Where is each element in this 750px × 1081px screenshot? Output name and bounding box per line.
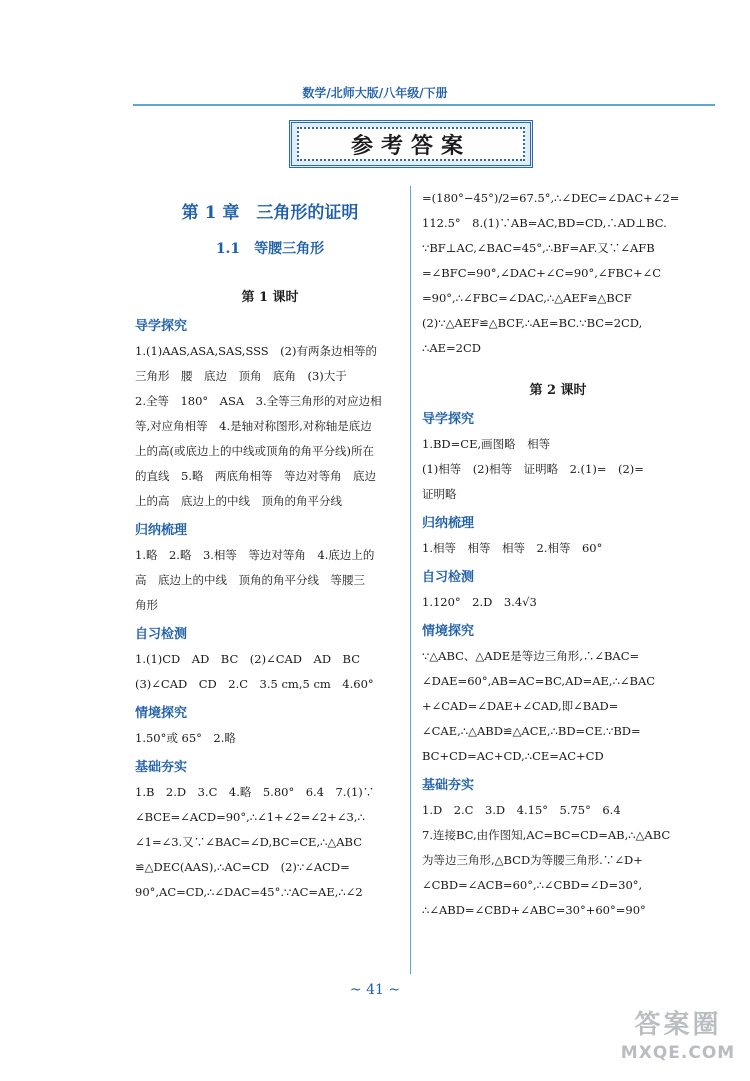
running-header: 数学/北师大版/八年级/下册 — [302, 86, 448, 100]
text-line: ∠BCE=∠ACD=90°,∴∠1+∠2=∠2+∠3,∴ — [135, 810, 365, 824]
text-line: 1.(1)CD AD BC (2)∠CAD AD BC — [135, 652, 361, 666]
watermark-logo-text: 答案圈 — [634, 1010, 722, 1040]
block-heading: 情境探究 — [135, 706, 188, 721]
text-line: ≌△DEC(AAS),∴AC=CD (2)∵∠ACD= — [135, 860, 350, 874]
text-line: ∠1=∠3.又∵∠BAC=∠D,BC=CE,∴△ABC — [135, 835, 363, 849]
text-line: ∵BF⊥AC,∠BAC=45°,∴BF=AF.又∵∠AFB — [422, 241, 655, 255]
text-line: =90°,∴∠FBC=∠DAC,∴△AEF≌△BCF — [422, 291, 632, 305]
text-line: 1.D 2.C 3.D 4.15° 5.75° 6.4 — [422, 803, 621, 817]
lesson-title: 第 1 课时 — [241, 290, 299, 305]
block-heading: 导学探究 — [135, 319, 188, 334]
answer-title-box — [289, 120, 533, 168]
watermark-logo — [618, 1008, 738, 1074]
text-line: 1.50°或 65° 2.略 — [135, 731, 236, 745]
lesson-title: 第 2 课时 — [529, 383, 587, 398]
block-scenario — [422, 619, 694, 769]
text-line: =(180°−45°)/2=67.5°,∴∠DEC=∠DAC+∠2= — [422, 191, 680, 205]
text-line: +∠CAD=∠DAE+∠CAD,即∠BAD= — [422, 699, 619, 713]
column-divider — [410, 186, 411, 974]
text-line: ∠CAE,∴△ABD≌△ACE,∴BD=CE.∵BD= — [422, 724, 641, 738]
text-line: 1.相等 相等 相等 2.相等 60° — [422, 541, 603, 555]
block-heading: 自习检测 — [422, 570, 475, 585]
text-line: =∠BFC=90°,∠DAC+∠C=90°,∠FBC+∠C — [422, 266, 662, 280]
text-line: 证明略 — [422, 487, 457, 501]
block-heading: 基础夯实 — [135, 760, 188, 775]
text-line: 1.略 2.略 3.相等 等边对等角 4.底边上的 — [135, 548, 375, 562]
block-heading: 归纳梳理 — [422, 516, 475, 531]
text-line: (3)∠CAD CD 2.C 3.5 cm,5 cm 4.60° — [135, 677, 374, 691]
block-self-check — [135, 622, 405, 697]
text-line: 90°,AC=CD,∴∠DAC=45°.∵AC=AE,∴∠2 — [135, 885, 363, 899]
watermark-url: MXQE.COM — [620, 1043, 736, 1063]
text-line: ∠CBD=∠ACB=60°,∴∠CBD=∠D=30°, — [422, 878, 643, 892]
section-title: 1.1 等腰三角形 — [215, 241, 325, 257]
text-line: 2.全等 180° ASA 3.全等三角形的对应边相 — [135, 394, 382, 408]
block-summary — [135, 518, 405, 618]
text-line: 等,对应角相等 4.是轴对称图形,对称轴是底边 — [135, 419, 372, 433]
text-line: 三角形 腰 底边 顶角 底角 (3)大于 — [135, 369, 347, 383]
text-line: 上的高 底边上的中线 顶角的角平分线 — [135, 494, 342, 508]
block-summary — [422, 511, 694, 561]
right-column — [422, 186, 694, 923]
text-line: ∠DAE=60°,AB=AC=BC,AD=AE,∴∠BAC — [422, 674, 656, 688]
header-rule — [133, 104, 715, 106]
block-guided-inquiry — [422, 407, 694, 507]
block-self-check — [422, 565, 694, 615]
text-line: 高 底边上的中线 顶角的角平分线 等腰三 — [135, 573, 365, 587]
text-line: ∴AE=2CD — [422, 341, 481, 355]
text-line: BC+CD=AC+CD,∴CE=AC+CD — [422, 749, 604, 763]
text-line: 1.BD=CE,画图略 相等 — [422, 437, 551, 451]
text-line: (2)∵△AEF≌△BCF,∴AE=BC.∵BC=2CD, — [422, 316, 643, 330]
text-line: 112.5° 8.(1)∵AB=AC,BD=CD,∴AD⊥BC. — [422, 216, 667, 230]
block-guided-inquiry — [135, 314, 405, 514]
block-heading: 情境探究 — [422, 624, 475, 639]
text-line: 为等边三角形,△BCD为等腰三角形.∵∠D+ — [422, 853, 643, 867]
answer-title: 参考答案 — [297, 127, 525, 161]
text-line: 7.连接BC,由作图知,AC=BC=CD=AB,∴△ABC — [422, 828, 671, 842]
block-heading: 自习检测 — [135, 627, 188, 642]
text-line: 1.B 2.D 3.C 4.略 5.80° 6.4 7.(1)∵ — [135, 785, 375, 799]
text-line: 1.(1)AAS,ASA,SAS,SSS (2)有两条边相等的 — [135, 344, 377, 358]
block-foundation — [422, 773, 694, 923]
text-line: 的直线 5.略 两底角相等 等边对等角 底边 — [135, 469, 376, 483]
block-heading: 导学探究 — [422, 412, 475, 427]
block-heading: 基础夯实 — [422, 778, 475, 793]
text-line: 1.120° 2.D 3.4√3 — [422, 595, 537, 609]
text-line: ∵△ABC、△ADE是等边三角形,∴∠BAC= — [422, 649, 640, 663]
block-foundation — [135, 755, 405, 905]
left-column — [135, 190, 405, 905]
block-scenario — [135, 701, 405, 751]
text-line: 角形 — [135, 598, 158, 612]
chapter-title: 第 1 章 三角形的证明 — [181, 203, 359, 223]
block-heading: 归纳梳理 — [135, 523, 188, 538]
text-line: (1)相等 (2)相等 证明略 2.(1)= (2)= — [422, 462, 644, 476]
page-number: ~ 41 ~ — [349, 982, 401, 998]
text-line: 上的高(或底边上的中线或顶角的角平分线)所在 — [135, 444, 374, 458]
text-line: ∴∠ABD=∠CBD+∠ABC=30°+60°=90° — [422, 903, 646, 917]
